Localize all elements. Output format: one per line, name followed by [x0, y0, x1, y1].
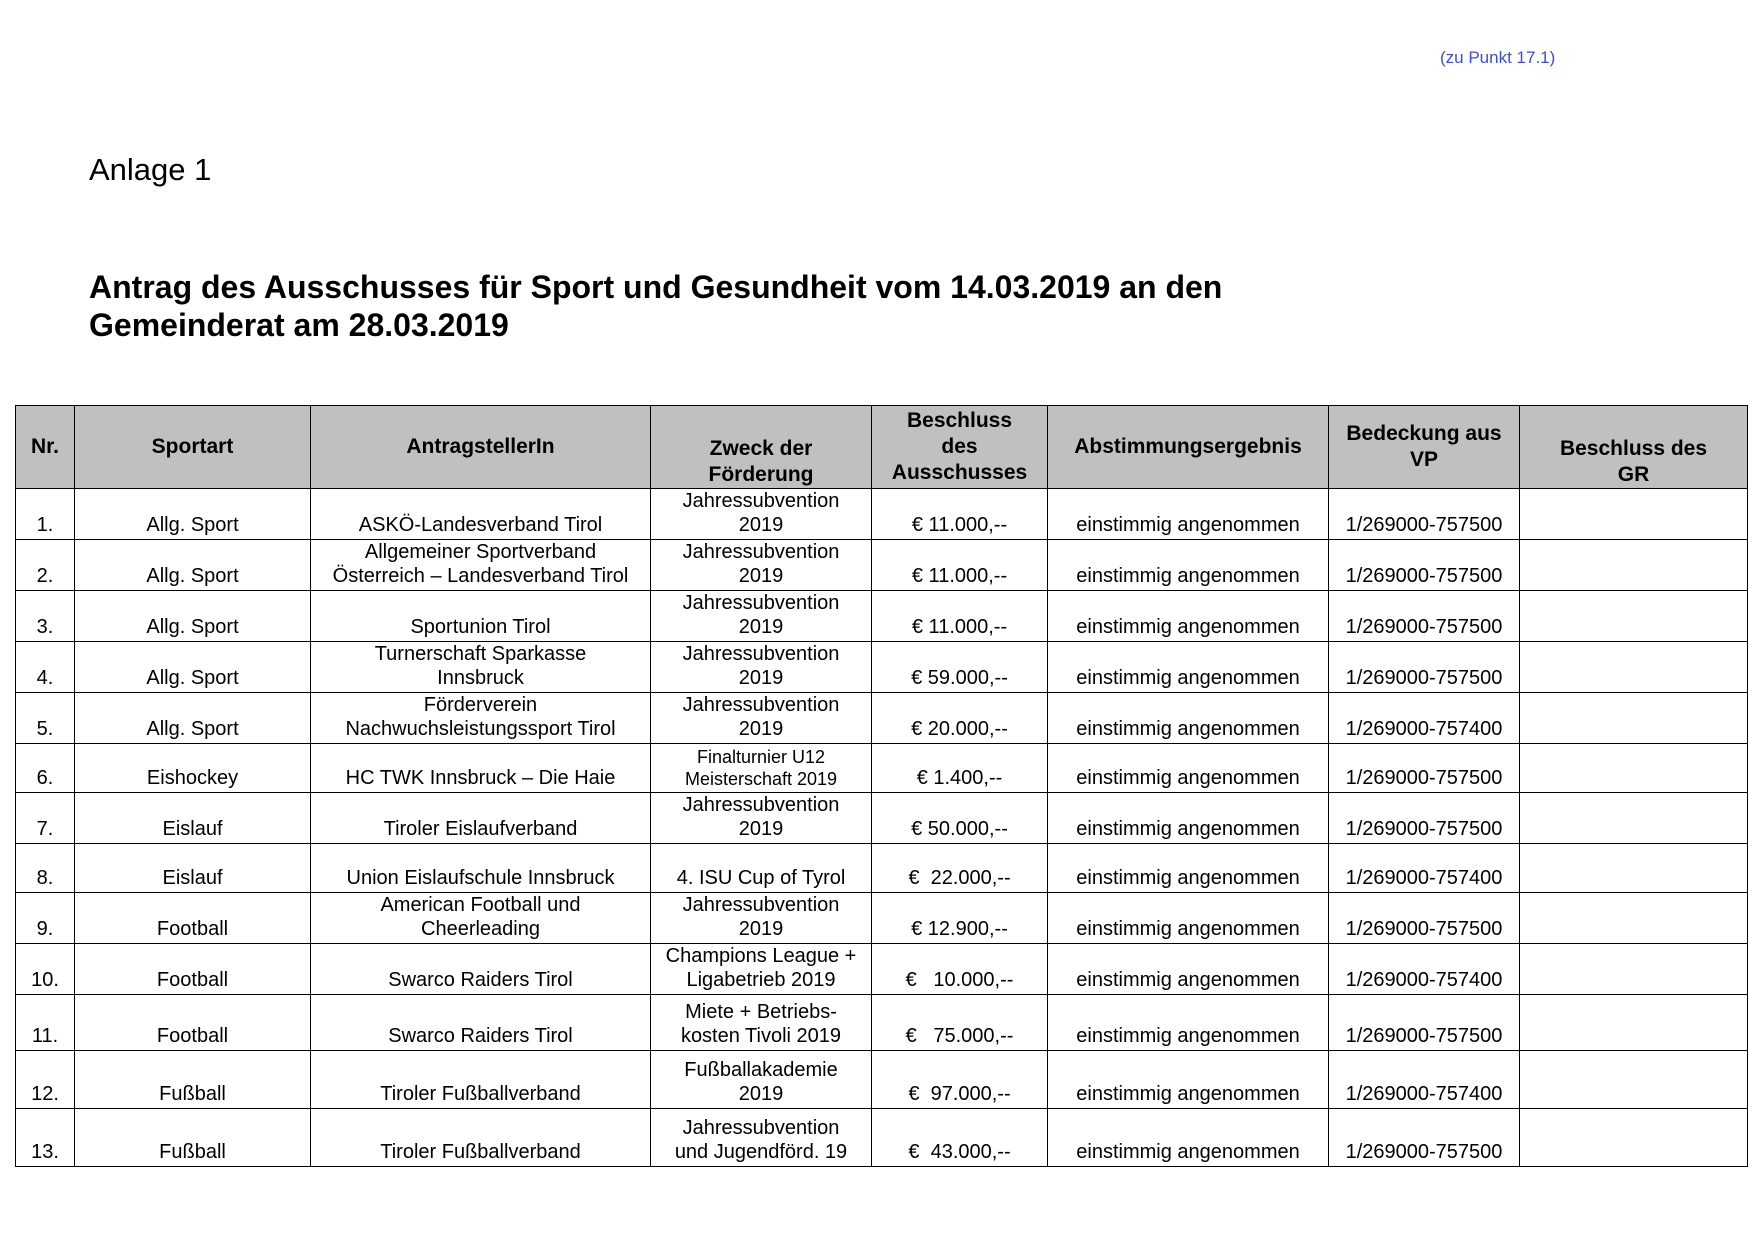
cell-nr: 9. [16, 893, 75, 944]
cell-antragsteller: Swarco Raiders Tirol [311, 944, 651, 995]
cell-vp: 1/269000-757500 [1329, 1109, 1520, 1167]
cell-gr [1520, 591, 1748, 642]
cell-nr: 5. [16, 693, 75, 744]
col-header-abstimmung: Abstimmungsergebnis [1048, 406, 1329, 489]
cell-vp: 1/269000-757500 [1329, 540, 1520, 591]
cell-sportart: Fußball [75, 1109, 311, 1167]
title-line-2: Gemeinderat am 28.03.2019 [89, 307, 509, 343]
cell-vp: 1/269000-757500 [1329, 995, 1520, 1051]
table-row [16, 1109, 1748, 1167]
cell-nr: 10. [16, 944, 75, 995]
cell-nr: 4. [16, 642, 75, 693]
table-row [16, 693, 1748, 744]
cell-gr [1520, 844, 1748, 893]
cell-ergebnis: einstimmig angenommen [1048, 844, 1329, 893]
cell-betrag: € 10.000,-- [872, 944, 1048, 995]
cell-betrag: € 75.000,-- [872, 995, 1048, 1051]
cell-ergebnis: einstimmig angenommen [1048, 1109, 1329, 1167]
cell-sportart: Eislauf [75, 793, 311, 844]
cell-vp: 1/269000-757400 [1329, 844, 1520, 893]
cell-antragsteller: HC TWK Innsbruck – Die Haie [311, 744, 651, 793]
table-header-row [16, 406, 1748, 489]
col-header-sportart: Sportart [75, 406, 311, 489]
cell-zweck: Jahressubvention und Jugendförd. 19 [651, 1109, 872, 1167]
table-row [16, 793, 1748, 844]
col-header-antragsteller: AntragstellerIn [311, 406, 651, 489]
table-row [16, 744, 1748, 793]
cell-antragsteller: Swarco Raiders Tirol [311, 995, 651, 1051]
table-row [16, 591, 1748, 642]
cell-vp: 1/269000-757400 [1329, 693, 1520, 744]
cell-gr [1520, 793, 1748, 844]
cell-betrag: € 11.000,-- [872, 591, 1048, 642]
cell-nr: 13. [16, 1109, 75, 1167]
cell-gr [1520, 944, 1748, 995]
grants-table [15, 405, 1748, 1167]
cell-sportart: Eishockey [75, 744, 311, 793]
cell-nr: 3. [16, 591, 75, 642]
cell-vp: 1/269000-757500 [1329, 642, 1520, 693]
cell-betrag: € 1.400,-- [872, 744, 1048, 793]
cell-antragsteller: Tiroler Eislaufverband [311, 793, 651, 844]
cell-nr: 2. [16, 540, 75, 591]
cell-nr: 11. [16, 995, 75, 1051]
cell-zweck: Jahressubvention 2019 [651, 540, 872, 591]
table-row [16, 489, 1748, 540]
cell-betrag: € 97.000,-- [872, 1051, 1048, 1109]
table-row [16, 995, 1748, 1051]
cell-ergebnis: einstimmig angenommen [1048, 744, 1329, 793]
cell-ergebnis: einstimmig angenommen [1048, 944, 1329, 995]
cell-zweck: 4. ISU Cup of Tyrol [651, 844, 872, 893]
cell-gr [1520, 540, 1748, 591]
cell-sportart: Football [75, 893, 311, 944]
cell-nr: 6. [16, 744, 75, 793]
cell-ergebnis: einstimmig angenommen [1048, 995, 1329, 1051]
cell-sportart: Allg. Sport [75, 642, 311, 693]
table-row [16, 540, 1748, 591]
reference-note: (zu Punkt 17.1) [1440, 48, 1556, 67]
cell-vp: 1/269000-757400 [1329, 944, 1520, 995]
cell-ergebnis: einstimmig angenommen [1048, 489, 1329, 540]
cell-antragsteller: Union Eislaufschule Innsbruck [311, 844, 651, 893]
cell-betrag: € 20.000,-- [872, 693, 1048, 744]
cell-antragsteller: Allgemeiner Sportverband Österreich – Landesverband Tirol [311, 540, 651, 591]
title-line-1: Antrag des Ausschusses für Sport und Gesundheit vom 14.03.2019 an den [89, 269, 1223, 305]
cell-ergebnis: einstimmig angenommen [1048, 591, 1329, 642]
cell-sportart: Allg. Sport [75, 591, 311, 642]
table-row [16, 642, 1748, 693]
cell-gr [1520, 1051, 1748, 1109]
cell-vp: 1/269000-757500 [1329, 744, 1520, 793]
col-header-bedeckung: Bedeckung aus VP [1329, 406, 1520, 489]
cell-vp: 1/269000-757400 [1329, 1051, 1520, 1109]
cell-nr: 8. [16, 844, 75, 893]
cell-betrag: € 43.000,-- [872, 1109, 1048, 1167]
table-row [16, 893, 1748, 944]
cell-sportart: Allg. Sport [75, 693, 311, 744]
cell-ergebnis: einstimmig angenommen [1048, 693, 1329, 744]
cell-antragsteller: Tiroler Fußballverband [311, 1109, 651, 1167]
cell-nr: 1. [16, 489, 75, 540]
cell-antragsteller: Tiroler Fußballverband [311, 1051, 651, 1109]
cell-sportart: Fußball [75, 1051, 311, 1109]
cell-zweck: Champions League + Ligabetrieb 2019 [651, 944, 872, 995]
cell-betrag: € 50.000,-- [872, 793, 1048, 844]
cell-zweck: Jahressubvention 2019 [651, 893, 872, 944]
cell-gr [1520, 489, 1748, 540]
cell-ergebnis: einstimmig angenommen [1048, 793, 1329, 844]
cell-nr: 7. [16, 793, 75, 844]
cell-ergebnis: einstimmig angenommen [1048, 1051, 1329, 1109]
col-header-beschluss: Beschluss des Ausschusses [872, 406, 1048, 489]
cell-zweck: Fußballakademie 2019 [651, 1051, 872, 1109]
cell-zweck: Miete + Betriebs- kosten Tivoli 2019 [651, 995, 872, 1051]
cell-gr [1520, 893, 1748, 944]
cell-gr [1520, 1109, 1748, 1167]
cell-vp: 1/269000-757500 [1329, 591, 1520, 642]
cell-vp: 1/269000-757500 [1329, 489, 1520, 540]
cell-sportart: Eislauf [75, 844, 311, 893]
cell-zweck: Jahressubvention 2019 [651, 591, 872, 642]
cell-betrag: € 59.000,-- [872, 642, 1048, 693]
cell-antragsteller: Turnerschaft Sparkasse Innsbruck [311, 642, 651, 693]
cell-vp: 1/269000-757500 [1329, 793, 1520, 844]
cell-vp: 1/269000-757500 [1329, 893, 1520, 944]
cell-gr [1520, 642, 1748, 693]
cell-ergebnis: einstimmig angenommen [1048, 642, 1329, 693]
table-row [16, 1051, 1748, 1109]
cell-ergebnis: einstimmig angenommen [1048, 540, 1329, 591]
col-header-zweck: Zweck der Förderung [651, 406, 872, 489]
cell-sportart: Football [75, 995, 311, 1051]
cell-zweck: Jahressubvention 2019 [651, 489, 872, 540]
cell-antragsteller: Förderverein Nachwuchsleistungssport Tirol [311, 693, 651, 744]
col-header-nr: Nr. [16, 406, 75, 489]
cell-ergebnis: einstimmig angenommen [1048, 893, 1329, 944]
cell-zweck: Jahressubvention 2019 [651, 793, 872, 844]
cell-antragsteller: Sportunion Tirol [311, 591, 651, 642]
cell-gr [1520, 995, 1748, 1051]
cell-antragsteller: ASKÖ-Landesverband Tirol [311, 489, 651, 540]
cell-gr [1520, 693, 1748, 744]
table-row [16, 944, 1748, 995]
cell-betrag: € 22.000,-- [872, 844, 1048, 893]
document-title [89, 268, 1389, 344]
cell-zweck: Jahressubvention 2019 [651, 693, 872, 744]
col-header-gr: Beschluss des GR [1520, 406, 1748, 489]
cell-zweck: Finalturnier U12 Meisterschaft 2019 [651, 744, 872, 793]
cell-betrag: € 11.000,-- [872, 540, 1048, 591]
cell-sportart: Allg. Sport [75, 489, 311, 540]
cell-betrag: € 12.900,-- [872, 893, 1048, 944]
cell-betrag: € 11.000,-- [872, 489, 1048, 540]
table-row [16, 844, 1748, 893]
cell-sportart: Football [75, 944, 311, 995]
cell-sportart: Allg. Sport [75, 540, 311, 591]
cell-nr: 12. [16, 1051, 75, 1109]
cell-zweck: Jahressubvention 2019 [651, 642, 872, 693]
cell-antragsteller: American Football und Cheerleading [311, 893, 651, 944]
cell-gr [1520, 744, 1748, 793]
attachment-label: Anlage 1 [89, 152, 212, 187]
